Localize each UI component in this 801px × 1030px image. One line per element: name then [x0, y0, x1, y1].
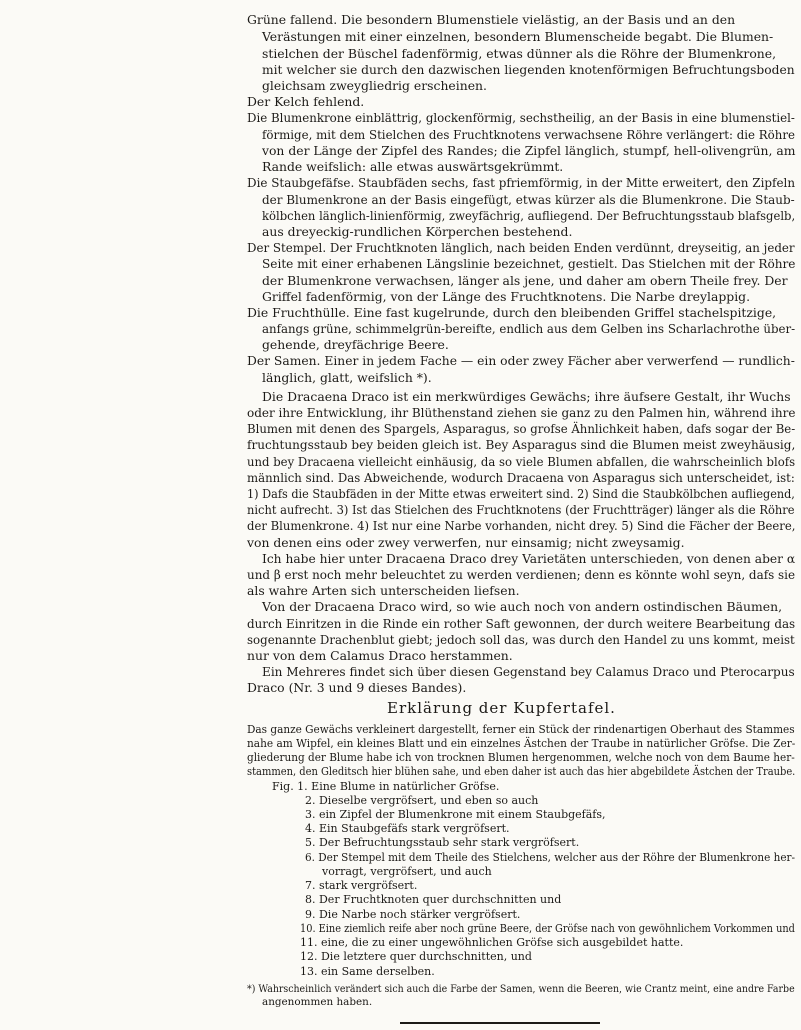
- text-line: Von der Dracaena Draco wird, so wie auch noch von andern ostindischen Bäumen,: [262, 599, 783, 614]
- explanation-line: Das ganze Gewächs verkleinert dargestellt, ferner ein Stück der rindenartigen Oberhaut des Stammes: [247, 723, 795, 736]
- text-line: nur von dem Calamus Draco herstammen.: [247, 648, 513, 663]
- text-line: förmige, mit dem Stielchen des Fruchtknotens verwachsene Röhre verlängert: die Röhre: [262, 127, 795, 142]
- text-line: Der Kelch fehlend.: [247, 94, 365, 109]
- text-line: Die Staubgefäfse. Staubfäden sechs, fast pfriemförmig, in der Mitte erweitert, den Zipfeln: [247, 175, 796, 190]
- figure-caption: 6. Der Stempel mit dem Theile des Stielchens, welcher aus der Röhre der Blumenkrone her-: [305, 851, 796, 864]
- text-line: stielchen der Büschel fadenförmig, etwas dünner als die Röhre der Blumenkrone,: [262, 46, 777, 61]
- figure-caption: 9. Die Narbe noch stärker vergröfsert.: [305, 908, 521, 921]
- explanation-line: stammen, den Gleditsch hier blühen sahe, und eben daher ist auch das hier abgebildete Ästchen der Traube.: [247, 765, 796, 778]
- section-heading: Erklärung der Kupfertafel.: [387, 699, 616, 717]
- text-line: Griffel fadenförmig, von der Länge des Fruchtknotens. Die Narbe dreylappig.: [262, 289, 751, 304]
- text-line: länglich, glatt, weifslich *).: [262, 370, 432, 385]
- text-line: Blumen mit denen des Spargels, Asparagus, so grofse Ähnlichkeit haben, dafs sogar der Be-: [247, 421, 796, 436]
- text-line: der Blumenkrone. 4) Ist nur eine Narbe vorhanden, nicht drey. 5) Sind die Fächer der Beere,: [247, 518, 796, 533]
- text-line: von denen eins oder zwey verwerfen, nur einsamig; nicht zweysamig.: [247, 535, 685, 550]
- figure-caption: 11. eine, die zu einer ungewöhnlichen Gröfse sich ausgebildet hatte.: [300, 936, 684, 949]
- text-line: mit welcher sie durch den dazwischen liegenden knotenförmigen Befruchtungsboden: [262, 62, 795, 77]
- text-line: Grüne fallend. Die besondern Blumenstiele vielästig, an der Basis und an den: [247, 12, 736, 27]
- text-line: oder ihre Entwicklung, ihr Blüthenstand ziehen sie ganz zu den Palmen hin, während ihre: [247, 405, 796, 420]
- figure-caption: 7. stark vergröfsert.: [305, 879, 418, 892]
- text-line: der Blumenkrone verwachsen, länger als jene, und daher am obern Theile frey. Der: [262, 273, 788, 288]
- text-line: aus dreyeckig-rundlichen Körperchen bestehend.: [262, 224, 573, 239]
- text-line: sogenannte Drachenblut giebt; jedoch soll das, was durch den Handel zu uns kommt, meist: [247, 632, 795, 647]
- figure-caption: 4. Ein Staubgefäfs stark vergröfsert.: [305, 822, 510, 835]
- figure-caption: 12. Die letztere quer durchschnitten, und: [300, 950, 532, 963]
- text-line: Die Blumenkrone einblättrig, glockenförmig, sechstheilig, an der Basis in eine blumenstiel-: [247, 110, 795, 125]
- figure-caption: 5. Der Befruchtungsstaub sehr stark vergröfsert.: [305, 836, 580, 849]
- footnote: angenommen haben.: [262, 996, 373, 1008]
- explanation-line: nahe am Wipfel, ein kleines Blatt und ein einzelnes Ästchen der Traube in natürlicher Gröfse. Die Zer-: [247, 737, 796, 750]
- text-line: und β erst noch mehr beleuchtet zu werden verdienen; denn es könnte wohl seyn, dafs sie: [247, 567, 796, 582]
- text-line: anfangs grüne, schimmelgrün-bereifte, endlich aus dem Gelben ins Scharlachrothe über-: [262, 321, 796, 336]
- text-line: Draco (Nr. 3 und 9 dieses Bandes).: [247, 680, 467, 695]
- text-line: fruchtungsstaub bey beiden gleich ist. Bey Asparagus sind die Blumen meist zweyhäusig,: [247, 437, 796, 452]
- text-line: der Blumenkrone an der Basis eingefügt, etwas kürzer als die Blumenkrone. Die Staub-: [262, 192, 795, 207]
- figure-caption: 10. Eine ziemlich reife aber noch grüne Beere, der Gröfse nach von gewöhnlichem Vorkommen und: [300, 922, 795, 935]
- bottom-rule: [400, 1022, 600, 1024]
- text-line: Die Dracaena Draco ist ein merkwürdiges Gewächs; ihre äufsere Gestalt, ihr Wuchs: [262, 389, 791, 404]
- figure-caption: 3. ein Zipfel der Blumenkrone mit einem Staubgefäfs,: [305, 808, 606, 821]
- text-line: 1) Dafs die Staubfäden in der Mitte etwas erweitert sind. 2) Sind die Staubkölbchen aufliegend,: [247, 486, 795, 501]
- text-line: als wahre Arten sich unterscheiden liefsen.: [247, 583, 520, 598]
- text-line: kölbchen länglich-linienförmig, zweyfächrig, aufliegend. Der Befruchtungsstaub blafsgelb,: [262, 208, 796, 223]
- figure-caption: 2. Dieselbe vergröfsert, und eben so auch: [305, 794, 539, 807]
- text-line: Ein Mehreres findet sich über diesen Gegenstand bey Calamus Draco und Pterocarpus: [262, 664, 795, 679]
- figure-caption: Fig. 1. Eine Blume in natürlicher Gröfse.: [272, 780, 500, 793]
- text-line: Ich habe hier unter Dracaena Draco drey Varietäten unterschieden, von denen aber α: [262, 551, 796, 566]
- text-line: von der Länge der Zipfel des Randes; die Zipfel länglich, stumpf, hell-olivengrün, am: [262, 143, 796, 158]
- text-line: Die Fruchthülle. Eine fast kugelrunde, durch den bleibenden Griffel stachelspitzige,: [247, 305, 777, 320]
- text-line: Verästungen mit einer einzelnen, besondern Blumenscheide begabt. Die Blumen-: [262, 29, 774, 44]
- text-line: Der Samen. Einer in jedem Fache — ein oder zwey Fächer aber verwerfend — rundlich-: [247, 353, 795, 368]
- text-line: Der Stempel. Der Fruchtknoten länglich, nach beiden Enden verdünnt, dreyseitig, an jeder: [247, 240, 795, 255]
- footnote: *) Wahrscheinlich verändert sich auch die Farbe der Samen, wenn die Beeren, wie Crantz meint, eine andre Farbe: [247, 983, 795, 995]
- text-line: gehende, dreyfächrige Beere.: [262, 337, 449, 352]
- figure-caption: 8. Der Fruchtknoten quer durchschnitten und: [305, 893, 562, 906]
- text-line: und bey Dracaena vielleicht einhäusig, da so viele Blumen abfallen, die wahrscheinlich blofs: [247, 454, 796, 469]
- text-line: durch Einritzen in die Rinde ein rother Saft gewonnen, der durch weitere Bearbeitung das: [247, 616, 796, 631]
- explanation-line: gliederung der Blume habe ich von trocknen Blumen hergenommen, welche noch von dem Baume her-: [247, 751, 795, 764]
- figure-caption: 13. ein Same derselben.: [300, 965, 435, 978]
- text-line: gleichsam zweygliedrig erscheinen.: [262, 78, 487, 93]
- figure-caption: vorragt, vergröfsert, und auch: [322, 865, 492, 878]
- text-line: Seite mit einer erhabenen Längslinie bezeichnet, gestielt. Das Stielchen mit der Röhre: [262, 256, 796, 271]
- text-line: Rande weifslich: alle etwas auswärtsgekrümmt.: [262, 159, 564, 174]
- text-line: nicht aufrecht. 3) Ist das Stielchen des Fruchtknotens (der Fruchtträger) länger als die Röhre: [247, 502, 795, 517]
- text-line: männlich sind. Das Abweichende, wodurch Dracaena von Asparagus sich unterscheidet, ist:: [247, 470, 795, 485]
